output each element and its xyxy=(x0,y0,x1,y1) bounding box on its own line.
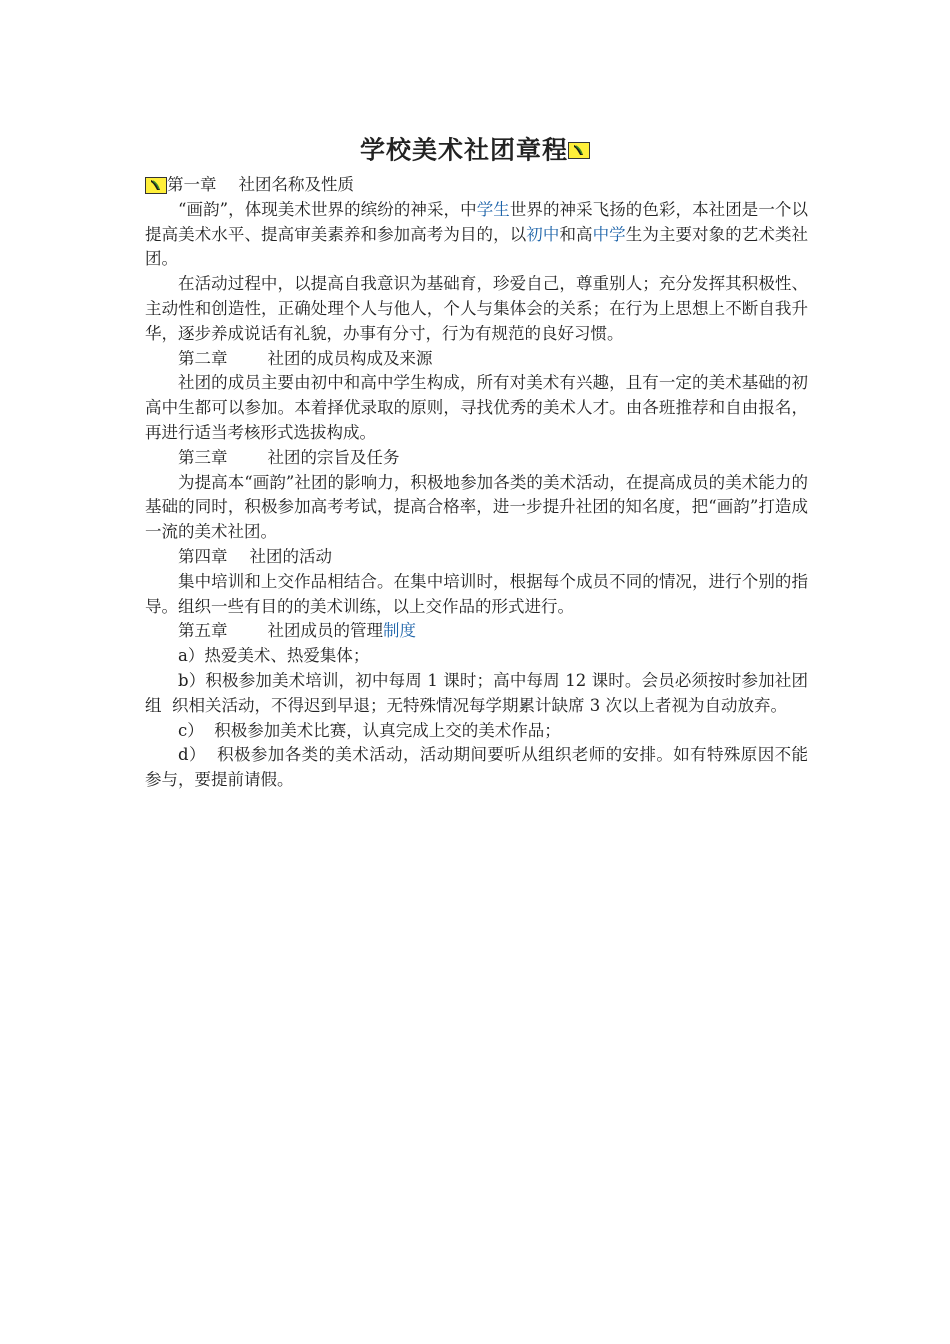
chapter-5-number: 第五章 xyxy=(178,621,228,641)
chapter-2-name: 社团的成员构成及来源 xyxy=(267,348,433,368)
paragraph-3: 社团的成员主要由初中和高中学生构成，所有对美术有兴趣，且有一定的美术基础的初高中生都可以参加。本着择优录取的原则，寻找优秀的美术人才。由各班推荐和自由报名，再进行适当考核形式选拔构成。 xyxy=(145,373,808,442)
rule-c: c） 积极参加美术比赛，认真完成上交的美术作品； xyxy=(178,720,561,740)
paragraph-2: 在活动过程中，以提高自我意识为基础育，珍爱自己，尊重别人；充分发挥其积极性、主动性和创造性，正确处理个人与他人，个人与集体会的关系；在行为上思想上不断自我升华，逐步养成说话有礼貌，办事有分寸，行为有规范的良好习惯。 xyxy=(145,274,808,343)
paragraph-1-text-c: 世界的神采飞扬的色彩，本社团是一个以提高美术水平、提高审美素养和参加高考为目的，以 xyxy=(145,199,809,244)
chapter-3-name: 社团的宗旨及任务 xyxy=(267,447,400,467)
chapter-4-heading xyxy=(145,545,808,570)
image-placeholder-icon xyxy=(568,142,590,159)
chapter-3-heading xyxy=(145,446,808,471)
keyword-link-zhongxue[interactable]: 中学 xyxy=(592,224,626,244)
chapter-1-name: 社团名称及性质 xyxy=(238,175,354,194)
title-text: 学校美术社团章程 xyxy=(359,135,568,165)
image-placeholder-icon xyxy=(145,177,167,194)
chapter-1-heading xyxy=(145,173,808,198)
rule-d: d） 积极参加各类的美术活动，活动期间要听从组织老师的安排。如有特殊原因不能参与，要提前请假。 xyxy=(145,745,808,790)
chapter-3-number: 第三章 xyxy=(178,447,228,467)
paragraph-1-text-g: 生为主要对象的艺术类社团。 xyxy=(145,224,809,269)
keyword-link-xuesheng[interactable]: 学生 xyxy=(476,199,510,219)
chapter-4-name: 社团的活动 xyxy=(249,546,332,566)
chapter-4-number: 第四章 xyxy=(178,546,228,566)
chapter-5-heading xyxy=(145,619,808,644)
chapter-2-heading xyxy=(145,347,808,372)
chapter-2-number: 第二章 xyxy=(178,348,228,368)
paragraph-4: 为提高本“画韵”社团的影响力，积极地参加各类的美术活动，在提高成员的美术能力的基础的同时，积极参加高考考试，提高合格率，进一步提升社团的知名度，把“画韵”打造成一流的美术社团。 xyxy=(145,472,808,542)
chapter-1-number: 第一章 xyxy=(167,175,217,194)
paragraph-1-text-e: 和高 xyxy=(559,224,593,244)
paragraph-5: 集中培训和上交作品相结合。在集中培训时，根据每个成员不同的情况，进行个别的指导。组织一些有目的的美术训练，以上交作品的形式进行。 xyxy=(145,571,808,616)
keyword-link-chuzhong[interactable]: 初中 xyxy=(526,224,560,244)
keyword-link-zhidu[interactable]: 制度 xyxy=(383,621,416,641)
rule-a: a）热爱美术、热爱集体； xyxy=(178,646,370,666)
chapter-5-name: 社团成员的管理 xyxy=(267,621,383,641)
page-title xyxy=(0,133,950,167)
paragraph-1-text-a: “画韵”，体现美术世界的缤纷的神采，中 xyxy=(178,199,477,219)
rule-b: b）积极参加美术培训，初中每周 1 课时；高中每周 12 课时。会员必须按时参加社团组 织相关活动，不得迟到早退；无特殊情况每学期累计缺席 3 次以上者视为自动放弃。 xyxy=(145,670,808,715)
paragraph-1 xyxy=(145,198,808,272)
document-body xyxy=(145,173,808,793)
